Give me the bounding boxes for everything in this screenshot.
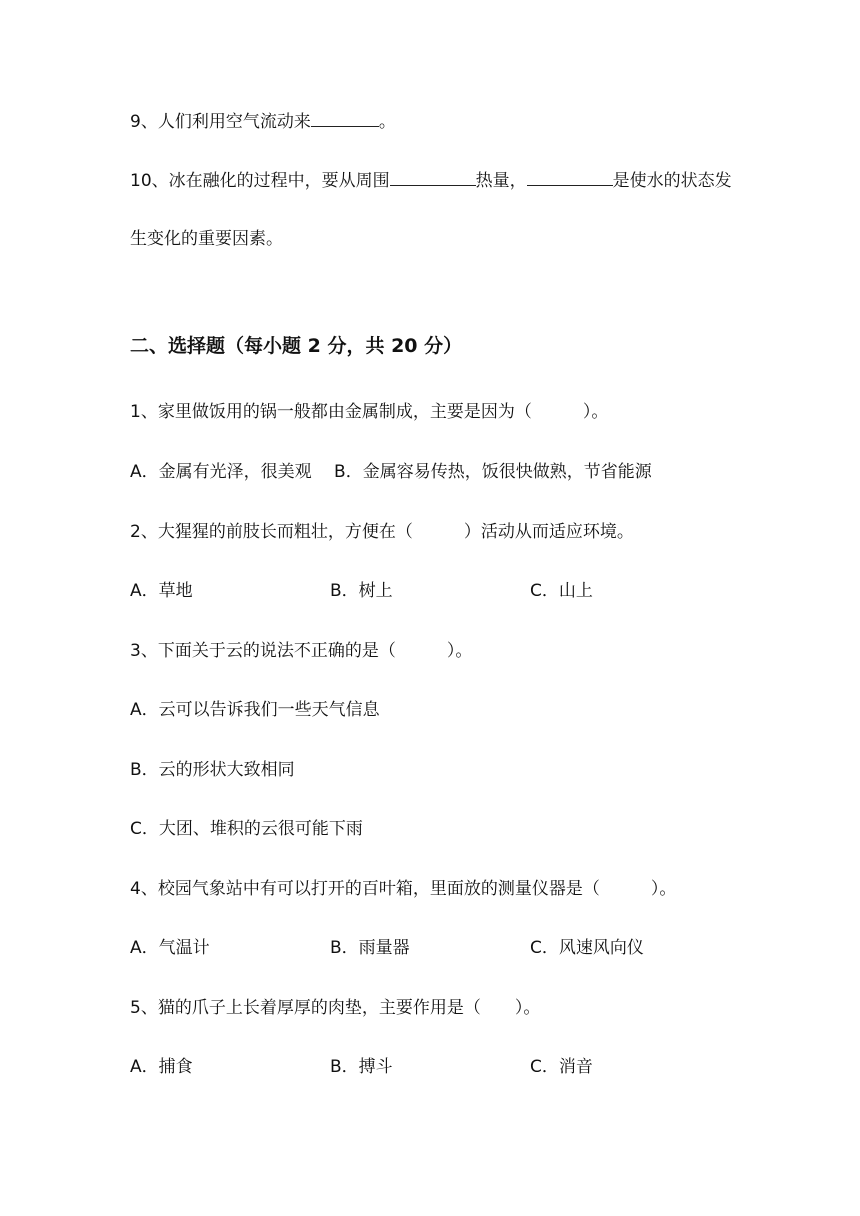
question-9 (130, 108, 396, 134)
question-5-option-b[interactable]: B．搏斗 (330, 1057, 393, 1077)
question-2-option-a[interactable]: A．草地 (130, 581, 193, 601)
question-9-suffix: 。 (378, 112, 396, 132)
question-2: 2、大猩猩的前肢长而粗壮，方便在（ ）活动从而适应环境。 (130, 522, 634, 542)
question-4: 4、校园气象站中有可以打开的百叶箱，里面放的测量仪器是（ ）。 (130, 879, 677, 899)
answer-blank-10a[interactable] (390, 167, 476, 186)
question-4-option-a[interactable]: A．气温计 (130, 938, 210, 958)
question-10 (130, 167, 732, 193)
answer-blank-9[interactable] (311, 108, 379, 127)
question-1-options: A．金属有光泽，很美观 B．金属容易传热，饭很快做熟，节省能源 (130, 462, 652, 482)
question-10-prefix: 10、冰在融化的过程中，要从周围 (130, 171, 390, 191)
question-5: 5、猫的爪子上长着厚厚的肉垫，主要作用是（ ）。 (130, 998, 541, 1018)
question-3: 3、下面关于云的说法不正确的是（ ）。 (130, 641, 473, 661)
question-3-option-c[interactable]: C．大团、堆积的云很可能下雨 (130, 819, 363, 839)
answer-blank-10b[interactable] (527, 167, 613, 186)
question-1: 1、家里做饭用的锅一般都由金属制成，主要是因为（ ）。 (130, 402, 609, 422)
question-3-option-a[interactable]: A．云可以告诉我们一些天气信息 (130, 700, 380, 720)
question-10-middle: 热量， (475, 171, 527, 191)
question-2-option-c[interactable]: C．山上 (530, 581, 593, 601)
question-3-option-b[interactable]: B．云的形状大致相同 (130, 760, 295, 780)
question-10-suffix: 是使水的状态发 (612, 171, 732, 191)
question-5-option-c[interactable]: C．消音 (530, 1057, 593, 1077)
question-4-option-b[interactable]: B．雨量器 (330, 938, 410, 958)
question-2-option-b[interactable]: B．树上 (330, 581, 393, 601)
question-9-prefix: 9、人们利用空气流动来 (130, 112, 311, 132)
question-5-option-a[interactable]: A．捕食 (130, 1057, 193, 1077)
question-4-option-c[interactable]: C．风速风向仪 (530, 938, 644, 958)
section-title: 二、选择题（每小题 2 分，共 20 分） (130, 335, 463, 357)
question-10-line2: 生变化的重要因素。 (130, 229, 283, 249)
